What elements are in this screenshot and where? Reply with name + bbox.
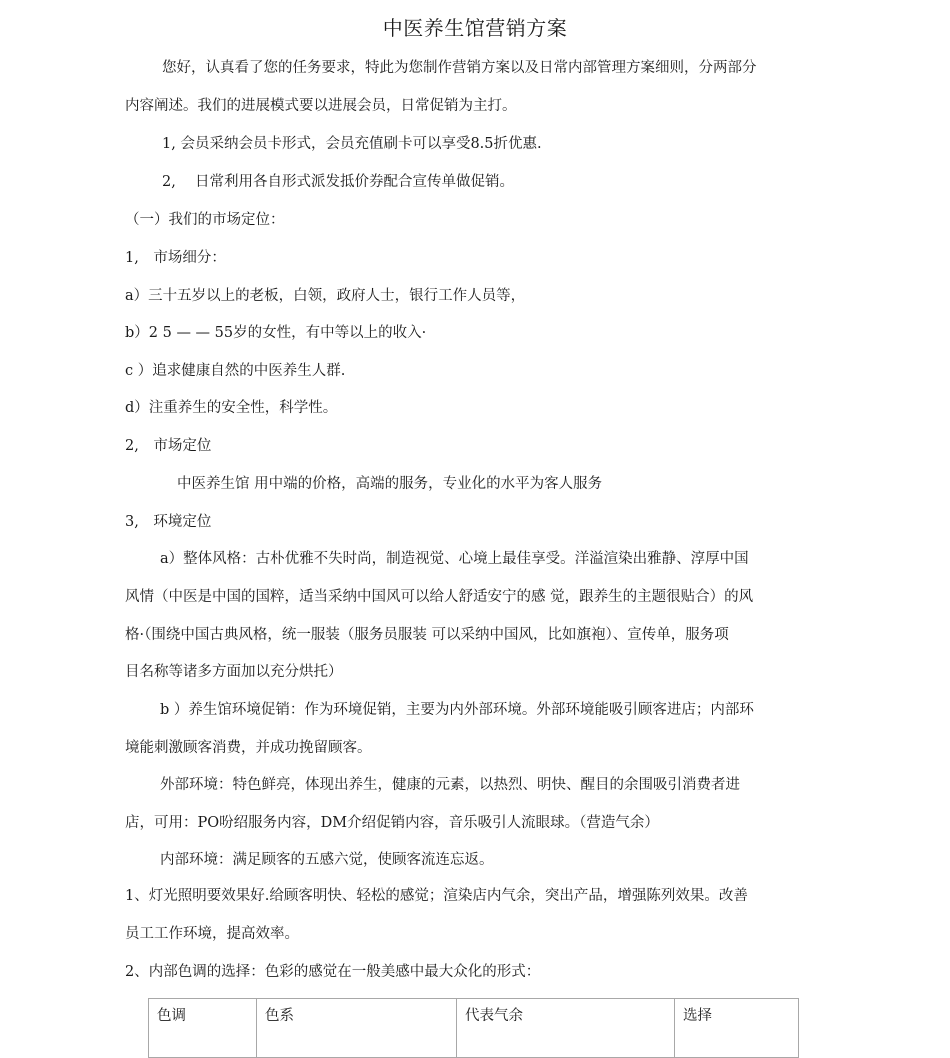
paragraph-line: 格·（围绕中国古典风格，统一服装（服务员服装 可以采纳中国风，比如旗袍）、宣传单，服务项 [125, 627, 729, 643]
list-item: 2, 日常利用各自形式派发抵价券配合宣传单做促销。 [162, 174, 514, 190]
paragraph-line: a）整体风格：古朴优雅不失时尚，制造视觉、心境上最佳享受。洋溢渲染出雅静、淳厚中国 [160, 551, 749, 567]
list-item: b）2 5 — — 55岁的女性，有中等以上的收入· [125, 325, 427, 341]
list-item: a）三十五岁以上的老板，白领，政府人士，银行工作人员等， [125, 288, 526, 304]
list-item: d）注重养生的安全性，科学性。 [125, 400, 338, 416]
list-item: c ）追求健康自然的中医养生人群. [125, 363, 346, 379]
table-header-cell: 色调 [149, 999, 257, 1058]
list-item: 1, 会员采纳会员卡形式，会员充值刷卡可以享受8.5折优惠. [162, 136, 542, 152]
section-heading: （一）我们的市场定位： [125, 212, 285, 228]
color-tone-table [148, 998, 799, 1058]
paragraph-line: 中医养生馆 用中端的价格，高端的服务，专业化的水平为客人服务 [177, 476, 603, 492]
paragraph-line: 您好，认真看了您的任务要求，特此为您制作营销方案以及日常内部管理方案细则，分两部分 [162, 60, 757, 76]
table-header-cell: 代表气余 [457, 999, 675, 1058]
paragraph-line: 内容阐述。我们的进展模式要以进展会员，日常促销为主打。 [125, 98, 517, 114]
paragraph-line: 目名称等诸多方面加以充分烘托） [125, 664, 343, 680]
paragraph-line: 2、内部色调的选择：色彩的感觉在一般美感中最大众化的形式： [125, 964, 541, 980]
paragraph-line: 风情（中医是中国的国粹，适当采纳中国风可以给人舒适安宁的感 觉，跟养生的主题很贴合）的风 [125, 589, 754, 605]
paragraph-line: 境能刺激顾客消费，并成功挽留顾客。 [125, 740, 372, 756]
paragraph-line: 1、灯光照明要效果好.给顾客明快、轻松的感觉；渲染店内气余，突出产品，增强陈列效果。改善 [125, 888, 748, 904]
paragraph-line: 外部环境：特色鲜亮，体现出养生，健康的元素，以热烈、明快、醒目的余围吸引消费者进 [160, 777, 740, 793]
subsection-heading: 2, 市场定位 [125, 438, 212, 454]
table-header-row [149, 999, 799, 1058]
paragraph-line: 内部环境：满足顾客的五感六觉，使顾客流连忘返。 [160, 852, 494, 868]
paragraph-line: 员工工作环境，提高效率。 [125, 926, 299, 942]
page-title: 中医养生馆营销方案 [382, 16, 568, 40]
subsection-heading: 1, 市场细分： [125, 250, 226, 266]
paragraph-line: b ）养生馆环境促销：作为环境促销，主要为内外部环境。外部环境能吸引顾客进店；内部环 [160, 702, 754, 718]
table-header-cell: 选择 [675, 999, 799, 1058]
paragraph-line: 店，可用：PO吩绍服务内容，DM介绍促销内容，音乐吸引人流眼球。（营造气余） [125, 815, 659, 831]
table-header-cell: 色系 [257, 999, 457, 1058]
subsection-heading: 3, 环境定位 [125, 514, 212, 530]
